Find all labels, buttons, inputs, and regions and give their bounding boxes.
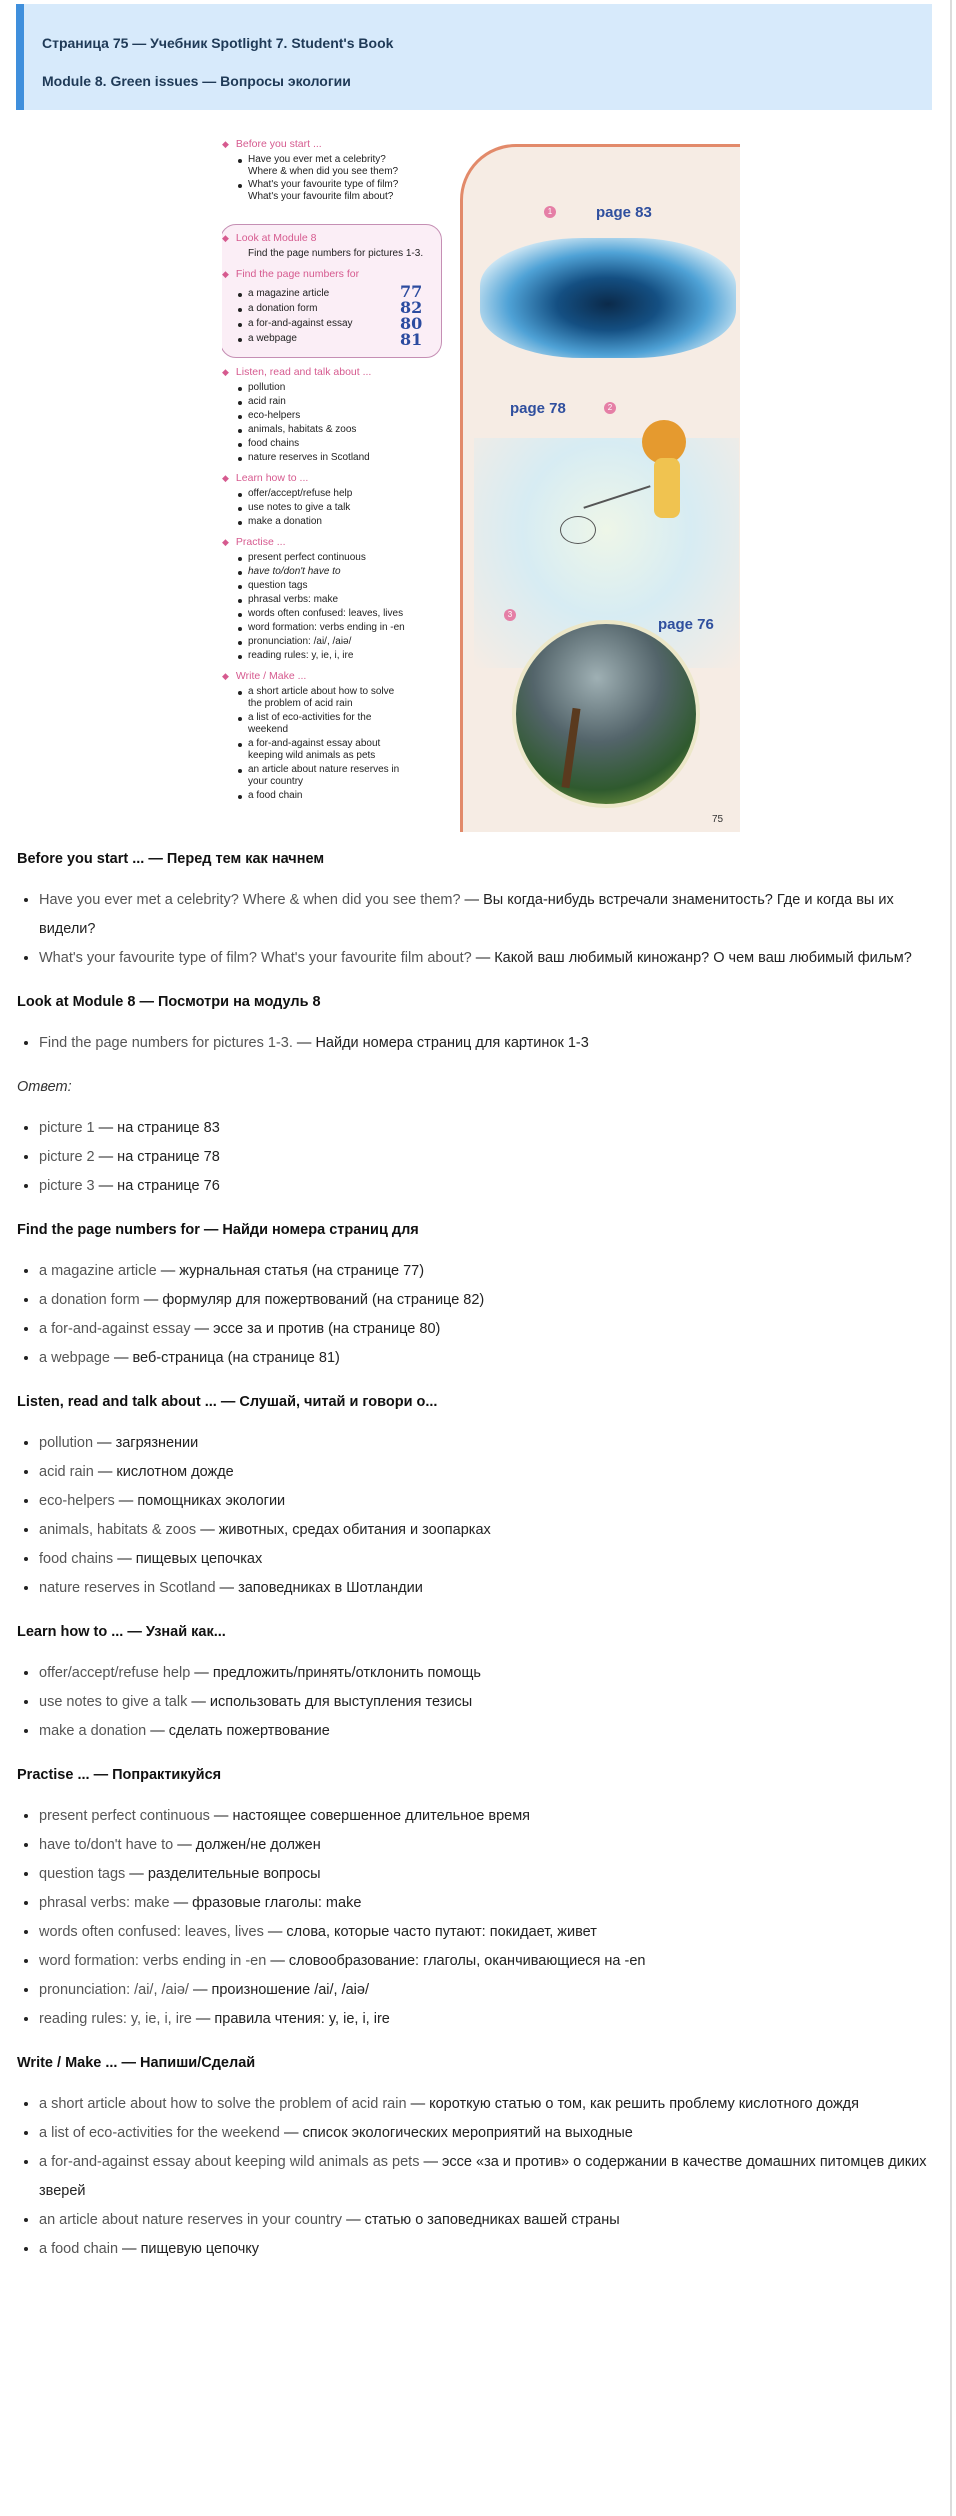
list-item: • an article about nature reserves in your country — статью о заповедниках вашей страны	[39, 2206, 937, 2235]
list-item: • acid rain — кислотном дожде	[39, 1458, 937, 1487]
scrollbar-track[interactable]	[950, 0, 952, 2516]
section-heading: Learn how to ... — Узнай как...	[17, 1624, 226, 1640]
list-item: • Have you ever met a celebrity? Where & when did you see them? — Вы когда-нибудь встречали знаменитость? Где и когда вы их видели?	[39, 886, 937, 944]
picture-page-label: page 83	[596, 204, 652, 221]
section-list	[17, 1659, 937, 1746]
book-item: food chains	[236, 438, 299, 451]
book-item: What's your favourite film about?	[248, 191, 394, 202]
book-item: a list of eco-activities for the	[236, 712, 371, 725]
book-item: What's your favourite type of film?	[236, 179, 398, 192]
list-item: • What's your favourite type of film? What's your favourite film about? — Какой ваш любимый киножанр? О чем ваш любимый фильм?	[39, 944, 937, 973]
list-item: • offer/accept/refuse help — предложить/принять/отклонить помощь	[39, 1659, 937, 1688]
girl-body-illustration	[654, 458, 680, 518]
book-page-folio: 75	[712, 814, 724, 825]
book-heading-look: ◆ Look at Module 8	[222, 232, 316, 245]
book-item: your country	[248, 776, 304, 787]
answer-label: Ответ:	[17, 1079, 72, 1095]
article-content	[17, 850, 937, 2264]
book-item: weekend	[248, 724, 289, 735]
list-item: • reading rules: y, ie, i, ire — правила чтения: y, ie, i, ire	[39, 2005, 937, 2034]
book-item: word formation: verbs ending in -en	[236, 622, 405, 635]
list-item: • question tags — разделительные вопросы	[39, 1860, 937, 1889]
book-item: offer/accept/refuse help	[236, 488, 352, 501]
book-item: a food chain	[236, 790, 303, 803]
page-title: Страница 75 — Учебник Spotlight 7. Student's Book	[42, 35, 394, 51]
section-list	[17, 886, 937, 973]
book-item: animals, habitats & zoos	[236, 424, 356, 437]
book-item: present perfect continuous	[236, 552, 366, 565]
section-list	[17, 1802, 937, 2034]
picture-page-label: page 78	[510, 400, 566, 417]
book-heading-before: ◆ Before you start ...	[222, 138, 322, 151]
book-item: phrasal verbs: make	[236, 594, 338, 607]
section-heading: Find the page numbers for — Найди номера страниц для	[17, 1222, 419, 1238]
list-item: • make a donation — сделать пожертвование	[39, 1717, 937, 1746]
book-item: a short article about how to solve	[236, 686, 394, 699]
book-item: eco-helpers	[236, 410, 300, 423]
list-item: • a for-and-against essay — эссе за и против (на странице 80)	[39, 1315, 937, 1344]
book-item: an article about nature reserves in	[236, 764, 399, 777]
book-item: question tags	[236, 580, 308, 593]
book-item: use notes to give a talk	[236, 502, 350, 515]
list-item: • present perfect continuous — настоящее совершенное длительное время	[39, 1802, 937, 1831]
book-page-number: 77	[400, 282, 423, 301]
module-title: Module 8. Green issues — Вопросы экологии	[42, 73, 351, 89]
list-item: • nature reserves in Scotland — заповедниках в Шотландии	[39, 1574, 937, 1603]
list-item: • picture 1 — на странице 83	[39, 1114, 937, 1143]
book-page-number: 80	[400, 314, 423, 333]
list-item: • picture 3 — на странице 76	[39, 1172, 937, 1201]
book-item: reading rules: y, ie, i, ire	[236, 650, 353, 663]
acid-rain-illustration	[512, 620, 700, 808]
book-heading-learn: ◆ Learn how to ...	[222, 472, 308, 485]
list-item: • animals, habitats & zoos — животных, средах обитания и зоопарках	[39, 1516, 937, 1545]
book-item: Have you ever met a celebrity?	[236, 154, 386, 167]
page-header	[16, 4, 932, 110]
list-item: • a for-and-against essay about keeping wild animals as pets — эссе «за и против» о содержании в качестве домашних питомцев диких зверей	[39, 2148, 937, 2206]
book-item: keeping wild animals as pets	[248, 750, 376, 761]
book-heading-write: ◆ Write / Make ...	[222, 670, 306, 683]
answer-list	[17, 1114, 937, 1201]
list-item: • word formation: verbs ending in -en — словообразование: глаголы, оканчивающиеся на -en	[39, 1947, 937, 1976]
book-heading-find: ◆ Find the page numbers for	[222, 268, 359, 281]
section-list	[17, 1029, 937, 1058]
list-item: • pollution — загрязнении	[39, 1429, 937, 1458]
list-item: • use notes to give a talk — использовать для выступления тезисы	[39, 1688, 937, 1717]
book-item: pollution	[236, 382, 285, 395]
book-look-text: Find the page numbers for pictures 1-3.	[248, 248, 424, 259]
book-heading-listen: ◆ Listen, read and talk about ...	[222, 366, 371, 379]
book-item: the problem of acid rain	[248, 698, 353, 709]
book-item: a for-and-against essay about	[236, 738, 380, 751]
book-heading-practise: ◆ Practise ...	[222, 536, 286, 549]
textbook-page-image	[222, 138, 740, 832]
list-item: • a list of eco-activities for the weekend — список экологических мероприятий на выходные	[39, 2119, 937, 2148]
picture-number-badge: 1	[544, 206, 556, 218]
butterfly-net-illustration	[560, 516, 596, 544]
list-item: • food chains — пищевых цепочках	[39, 1545, 937, 1574]
list-item: • a donation form — формуляр для пожертвований (на странице 82)	[39, 1286, 937, 1315]
list-item: • Find the page numbers for pictures 1-3. — Найди номера страниц для картинок 1-3	[39, 1029, 937, 1058]
section-list	[17, 1257, 937, 1373]
book-item: Where & when did you see them?	[248, 166, 399, 177]
list-item: • a short article about how to solve the problem of acid rain — короткую статью о том, как решить проблему кислотного дождя	[39, 2090, 937, 2119]
list-item: • have to/don't have to — должен/не должен	[39, 1831, 937, 1860]
list-item: • a food chain — пищевую цепочку	[39, 2235, 937, 2264]
book-item: nature reserves in Scotland	[236, 452, 370, 465]
book-item: words often confused: leaves, lives	[236, 608, 403, 621]
section-heading: Before you start ... — Перед тем как начнем	[17, 851, 325, 867]
list-item: • words often confused: leaves, lives — слова, которые часто путают: покидает, живет	[39, 1918, 937, 1947]
water-drop-illustration	[480, 238, 736, 358]
book-item: a for-and-against essay	[236, 318, 353, 331]
picture-number-badge: 3	[504, 609, 516, 621]
section-heading: Listen, read and talk about ... — Слушай, читай и говори о...	[17, 1394, 438, 1410]
book-page-number: 82	[400, 298, 423, 317]
book-item: pronunciation: /ai/, /aiə/	[236, 636, 351, 649]
book-item: a webpage	[236, 333, 297, 346]
book-item: a magazine article	[236, 288, 329, 301]
section-list	[17, 2090, 937, 2264]
book-item: a donation form	[236, 303, 318, 316]
book-item: acid rain	[236, 396, 286, 409]
book-item: have to/don't have to	[236, 566, 341, 579]
book-item: make a donation	[236, 516, 322, 529]
section-heading: Practise ... — Попрактикуйся	[17, 1767, 222, 1783]
picture-page-label: page 76	[658, 616, 714, 633]
picture-number-badge: 2	[604, 402, 616, 414]
section-heading: Write / Make ... — Напиши/Сделай	[17, 2055, 256, 2071]
section-list	[17, 1429, 937, 1603]
list-item: • picture 2 — на странице 78	[39, 1143, 937, 1172]
section-heading: Look at Module 8 — Посмотри на модуль 8	[17, 994, 321, 1010]
list-item: • pronunciation: /ai/, /aiə/ — произношение /ai/, /aiə/	[39, 1976, 937, 2005]
book-page-number: 81	[400, 330, 423, 349]
list-item: • a webpage — веб-страница (на странице 81)	[39, 1344, 937, 1373]
list-item: • phrasal verbs: make — фразовые глаголы: make	[39, 1889, 937, 1918]
list-item: • a magazine article — журнальная статья (на странице 77)	[39, 1257, 937, 1286]
list-item: • eco-helpers — помощниках экологии	[39, 1487, 937, 1516]
